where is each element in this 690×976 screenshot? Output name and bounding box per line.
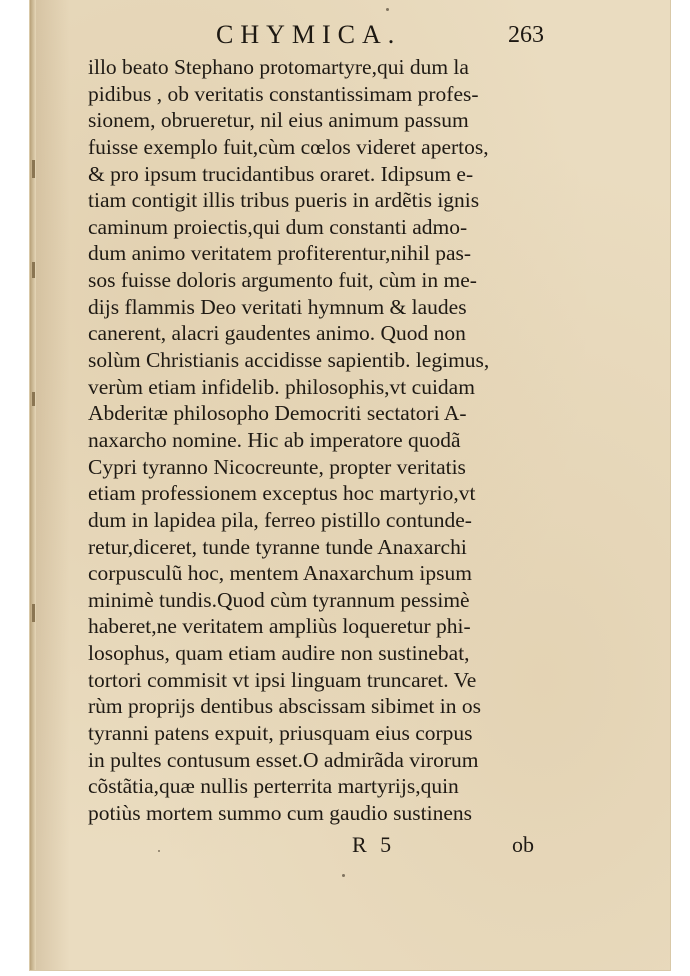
text-line: corpusculũ hoc, mentem Anaxarchum ipsum (88, 561, 472, 586)
text-line: fuisse exemplo fuit,cùm cœlos videret apertos, (88, 134, 489, 159)
text-line: cõstãtia,quæ nullis perterrita martyrijs,quin (88, 774, 459, 799)
text-line: etiam professionem exceptus hoc martyrio,vt (88, 481, 476, 506)
page-footer (30, 832, 670, 862)
page-header (30, 20, 670, 52)
text-line: rùm proprijs dentibus abscissam sibimet in os (88, 694, 481, 719)
margin-mark (32, 604, 35, 622)
signature-mark: R 5 (352, 832, 396, 857)
text-line: dum in lapidea pila, ferreo pistillo contunde- (88, 507, 472, 532)
book-page (30, 0, 670, 970)
text-line: haberet,ne veritatem ampliùs loqueretur phi- (88, 614, 471, 639)
page-gutter-edge (30, 0, 36, 970)
text-line: tortori commisit vt ipsi linguam truncaret. Ve (88, 667, 477, 692)
text-line: minimè tundis.Quod cùm tyrannum pessimè (88, 587, 470, 612)
text-line: tyranni patens expuit, priusquam eius corpus (88, 721, 473, 746)
margin-mark (32, 262, 35, 278)
margin-mark (32, 160, 35, 178)
text-line: tiam contigit illis tribus pueris in ardẽtis ignis (88, 188, 480, 213)
text-line: illo beato Stephano protomartyre,qui dum la (88, 55, 469, 79)
text-line: losophus, quam etiam audire non sustinebat, (88, 641, 470, 666)
text-line: sionem, obrueretur, nil eius animum passum (88, 108, 469, 133)
text-line: solùm Christianis accidisse sapientib. legimus, (88, 348, 490, 373)
page-number: 263 (508, 22, 544, 48)
text-line: canerent, alacri gaudentes animo. Quod non (88, 321, 466, 346)
text-line: naxarcho nomine. Hic ab imperatore quodã (88, 427, 461, 452)
text-line: Abderitæ philosopho Democriti sectatori A- (88, 401, 467, 426)
running-title: CHYMICA. (216, 20, 402, 49)
catchword: ob (512, 832, 534, 857)
text-line: in pultes contusum esset.O admirãda virorum (88, 747, 479, 772)
text-line: Cypri tyranno Nicocreunte, propter veritatis (88, 454, 466, 479)
text-line: sos fuisse doloris argumento fuit, cùm in me- (88, 268, 477, 293)
text-line: dijs flammis Deo veritati hymnum & laudes (88, 294, 467, 319)
text-line: dum animo veritatem profiterentur,nihil pas- (88, 241, 472, 266)
ink-speck (342, 874, 345, 877)
ink-speck (158, 850, 160, 852)
text-line: caminum proiectis,qui dum constanti admo- (88, 214, 468, 239)
text-line: retur,diceret, tunde tyranne tunde Anaxarchi (88, 534, 467, 559)
text-line: potiùs mortem summo cum gaudio sustinens (88, 800, 472, 825)
text-line: pidibus , ob veritatis constantissimam profes- (88, 81, 479, 106)
text-line: verùm etiam infidelib. philosophis,vt cuidam (88, 374, 475, 399)
margin-mark (32, 392, 35, 406)
body-text (88, 54, 608, 827)
text-line: & pro ipsum trucidantibus oraret. Idipsum e- (88, 161, 474, 186)
ink-speck (386, 8, 389, 11)
